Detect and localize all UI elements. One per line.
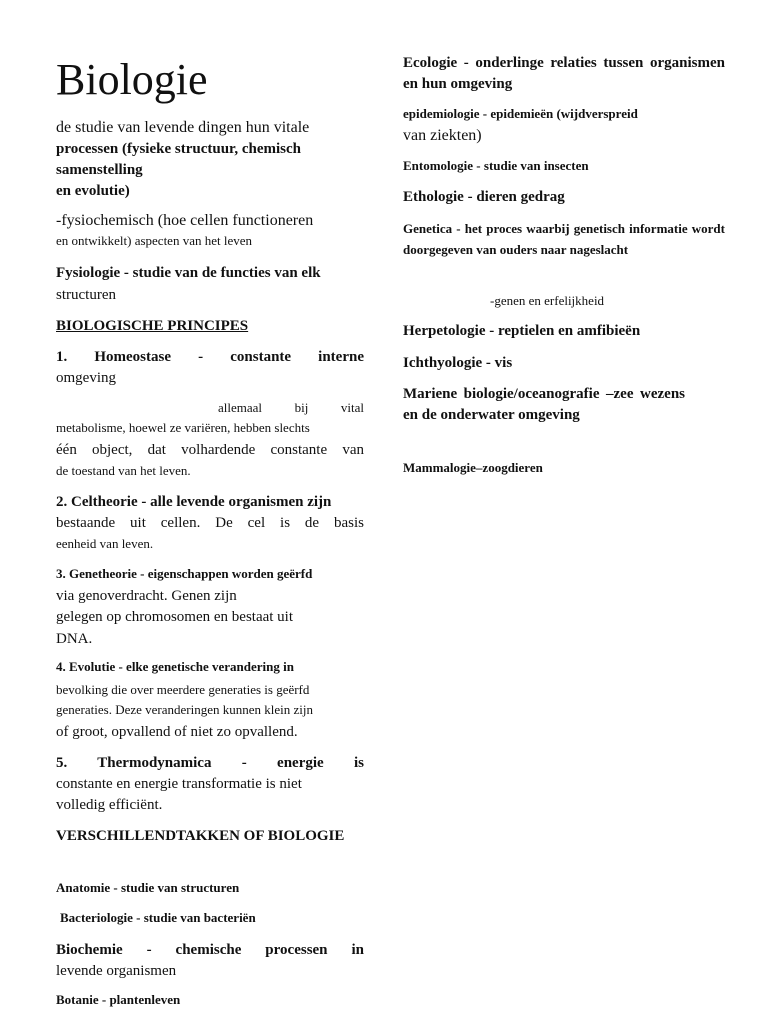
principles-heading: BIOLOGISCHE PRINCIPES [56,318,249,334]
principle-1-line-2: allemaal bij vital [218,400,364,415]
entomologie-entry: Entomologie - studie van insecten [403,158,589,173]
principle-4-line-2: bevolking die over meerdere generaties is geërfd [56,682,310,697]
genetica-sub: -genen en erfelijkheid [490,293,605,308]
principle-4-line-3: generaties. Deze veranderingen kunnen klein zijn [56,702,313,717]
principle-1-tail: omgeving [56,370,116,386]
principle-5-line-3: volledig efficiënt. [56,797,163,813]
epidemiologie-heading: epidemiologie - epidemieën (wijdverspreid [403,106,638,121]
fysio-line-2: en ontwikkelt) aspecten van het leven [56,233,253,248]
principle-1-line-5: de toestand van het leven. [56,463,191,478]
intro-bold-2: en evolutie) [56,183,130,199]
bacteriologie-entry: Bacteriologie - studie van bacteriën [60,910,256,925]
intro-line: de studie van levende dingen hun vitale [56,119,310,136]
fysiologie-heading: Fysiologie - studie van de functies van elk [56,265,321,281]
principle-3-heading: 3. Genetheorie - eigenschappen worden geërfd [56,566,313,581]
fysiologie-tail: structuren [56,287,116,303]
principle-2-line-2: bestaande uit cellen. De cel is de basis [56,515,364,531]
ichthyologie-entry: Ichthyologie - vis [403,355,513,371]
genetica-entry: Genetica - het proces waarbij genetisch informatie wordt doorgegeven van ouders naar nageslacht [403,221,725,257]
principle-2-heading: 2. Celtheorie - alle levende organismen zijn [56,494,332,510]
biochemie-tail: levende organismen [56,963,177,979]
principle-3-line-4: DNA. [56,631,93,647]
mammalogie-entry: Mammalogie–zoogdieren [403,460,543,475]
page-title: Biologie [56,55,208,104]
principle-5-heading: 5. Thermodynamica - energie is [56,755,364,771]
fysio-line-1: -fysiochemisch (hoe cellen functioneren [56,212,314,229]
principle-1-heading: 1. Homeostase - constante interne [56,349,364,365]
biochemie-heading: Biochemie - chemische processen in [56,942,364,958]
intro-bold: processen (fysieke structuur, chemisch samenstelling [56,141,301,178]
anatomie-entry: Anatomie - studie van structuren [56,880,240,895]
ecologie-entry: Ecologie - onderlinge relaties tussen organismen en hun omgeving [403,55,725,92]
mariene-entry: Mariene biologie/oceanografie –zee wezens en de onderwater omgeving [403,386,685,423]
principle-5-line-2: constante en energie transformatie is niet [56,776,302,792]
branches-heading: VERSCHILLENDTAKKEN OF BIOLOGIE [56,828,345,844]
principle-4-line-4: of groot, opvallend of niet zo opvallend. [56,724,298,740]
epidemiologie-tail: van ziekten) [403,127,482,144]
botanie-entry: Botanie - plantenleven [56,992,181,1007]
principle-4-heading: 4. Evolutie - elke genetische verandering in [56,659,294,674]
herpetologie-entry: Herpetologie - reptielen en amfibieën [403,323,641,339]
principle-1-line-4: één object, dat volhardende constante van [56,442,364,458]
principle-1-line-3: metabolisme, hoewel ze variëren, hebben slechts [56,420,310,435]
principle-3-line-3: gelegen op chromosomen en bestaat uit [56,609,294,625]
principle-3-line-2: via genoverdracht. Genen zijn [56,588,237,604]
principle-2-line-3: eenheid van leven. [56,536,154,551]
ethologie-entry: Ethologie - dieren gedrag [403,189,565,205]
